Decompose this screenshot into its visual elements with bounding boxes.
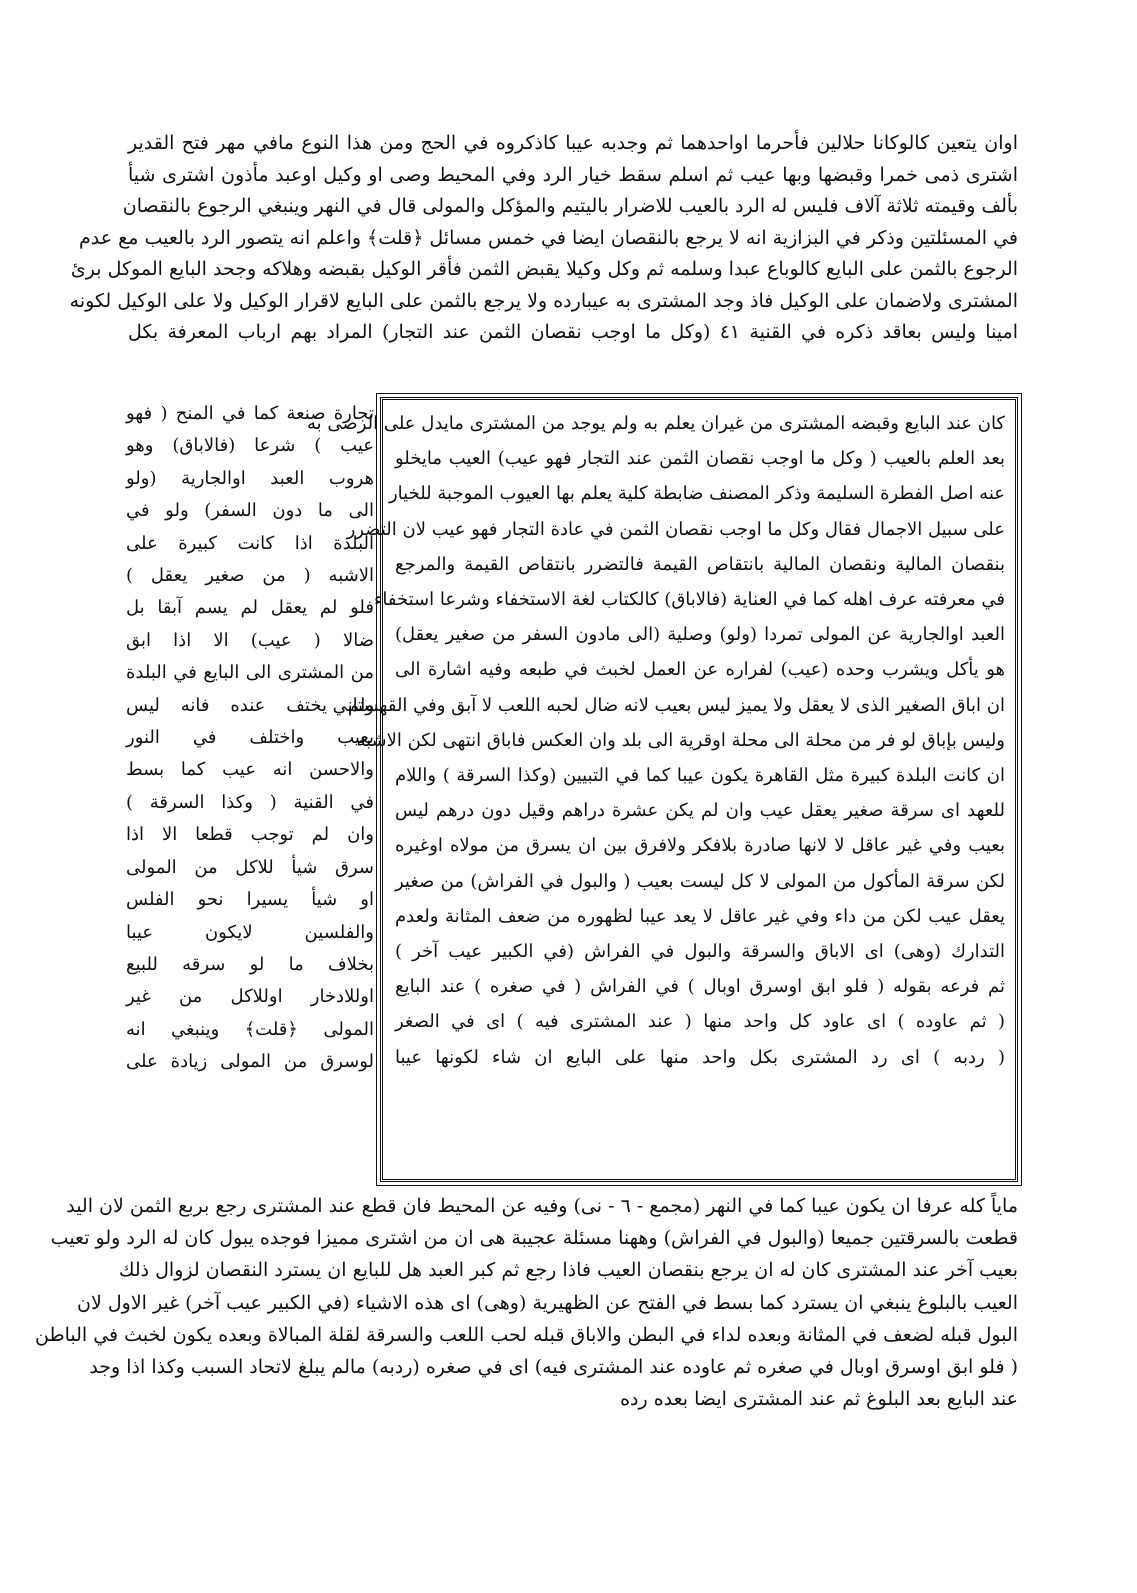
text-line: عيب ) شرعا (فالاباق) وهو [126, 435, 374, 457]
text-line: بعيب واختلف في النور [126, 727, 374, 749]
text-line: تجارة صنعة كما في المنح ( فهو [126, 403, 374, 424]
main-text-top [69, 128, 1018, 349]
text-line: ( ردبه ) اى رد المشترى بكل واحد منها على البايع ان شاء لكونها عيبا [395, 1046, 1005, 1068]
text-line: بنقصان المالية ونقصان المالية بانتقاص القيمة فالتضرر بانتقاص القيمة والمرجع [395, 553, 1005, 575]
text-line: سرق شيأ للاكل من المولى [126, 856, 374, 878]
text-line: البلدة اذا كانت كبيرة على [126, 532, 374, 554]
text-line: المشترى ولاضمان على الوكيل فاذ وجد المشترى به عيبارده ولا يرجع بالثمن على البايع لاقرار الوكيل ولا على الوكيل لكونه [69, 289, 1018, 312]
text-line: العيب بالبلوغ ينبغي ان يسترد كما بسط في الفتح عن الظهيرية (وهى) اى هذه الاشياء (في الكبير عيب آخر) غير الاول لان [77, 1291, 1018, 1314]
text-line: في القنية ( وكذا السرقة ) [126, 791, 374, 813]
text-line: للعهد اى سرقة صغير يعقل عيب وان لم يكن عشرة دراهم وقيل دون درهم ليس [395, 800, 1005, 822]
text-line: ثم فرعه بقوله ( فلو ابق اوسرق اوبال ) في الفراش ( في صغره ) عند البايع [395, 976, 1005, 998]
text-line: ( فلو ابق اوسرق اوبال في صغره ثم عاوده عند المشترى فيه) اى في صغره (ردبه) مالم يبلغ لاتحاد السبب وكذا اذا وجد [89, 1356, 1018, 1379]
text-line: على سبيل الاجمال فقال وكل ما اوجب نقصان الثمن في عادة التجار فهو عيب لان التضرر [346, 518, 1005, 540]
text-line: والفلسين لايكون عيبا [126, 921, 374, 943]
text-line: وان لم توجب قطعا الا اذا [126, 824, 374, 846]
text-line: او شيأ يسيرا نحو الفلس [126, 889, 374, 911]
text-line: كان عند البايع وقبضه المشترى من غيران يعلم به ولم يوجد من المشترى مايدل على الرضى به [307, 413, 1005, 434]
text-line: في المسئلتين وذكر في البزازية انه لا يرجع بالنقصان ايضا في خمس مسائل ﴿قلت﴾ واعلم انه يتصور الرد بالعيب مع عدم [79, 226, 1018, 249]
main-text-bottom [35, 1190, 1018, 1415]
side-column [126, 398, 374, 1079]
text-line: الاشبه ( من صغير يعقل ) [126, 565, 374, 587]
text-line: بعيب آخر عند المشترى كان له ان يرجع بنقصان العيب فاذا رجع ثم كبر العبد هل للبايع ان يسترد النقصان لزوال ذلك [118, 1259, 1018, 1282]
text-line: بألف وقيمته ثلاثة آلاف فليس له الرد بالعيب للاضرار باليتيم والمؤكل والمولى قال في النهر وينبغي الرجوع بالنقصان [122, 195, 1018, 217]
text-line: الى ما دون السفر) ولو في [126, 500, 374, 522]
text-line: وليس بإباق لو فر من محلة الى محلة اوقرية الى بلد وان العكس فاباق انتهى لكن الاشبه [356, 729, 1005, 751]
text-line: اشترى ذمى خمرا وقبضها وبها عيب ثم اسلم سقط خيار الرد وفي المحيط وصى او وكيل اوعبد مأذون اشترى شيأ [128, 163, 1018, 186]
text-line: ولم يختف عنده فانه ليس [126, 694, 374, 716]
text-line: ماياً كله عرفا ان يكون عيبا كما في النهر (مجمع - ٦ - نى) وفيه عن المحيط فان قطع عند المشترى رجع بربع الثمن لان اليد [66, 1195, 1018, 1217]
text-line: في معرفته عرف اهله كما في العناية (فالاباق) كالكتاب لغة الاستخفاء وشرعا استخفاء [373, 589, 1005, 611]
text-line: من المشترى الى البايع في البلدة [126, 662, 374, 684]
text-line: هروب العبد اوالجارية (ولو [126, 467, 374, 489]
text-line: ان كانت البلدة كبيرة مثل القاهرة يكون عيبا كما في التبيين (وكذا السرقة ) واللام [395, 765, 1005, 787]
text-line: يعقل عيب لكن من داء وفي غير عاقل لا يعد عيبا لظهوره من ضعف المثانة ولعدم [395, 905, 1005, 927]
text-line: لوسرق من المولى زيادة على [126, 1051, 374, 1073]
text-line: التدارك (وهى) اى الاباق والسرقة والبول في الفراش (في الكبير عيب آخر ) [395, 941, 1005, 963]
text-line: الرجوع بالثمن على البايع كالوباع عبدا وسلمه ثم وكل وكيلا يقبض الثمن فأقر الوكيل بقبضه وهلاكه وجحد البايع الموكل برئ [70, 258, 1018, 280]
text-line: بعد العلم بالعيب ( وكل ما اوجب نقصان الثمن عند التجار فهو عيب) العيب مايخلو [395, 448, 1005, 470]
boxed-commentary [307, 397, 1018, 1182]
text-line: اوان يتعين كالوكانا حلالين فأحرما اواحدهما ثم وجدبه عيبا كاذكروه في الحج ومن هذا النوع مافي مهر فتح القدير [128, 132, 1018, 154]
text-line: لكن سرقة المأكول من المولى لا كل ليست بعيب ( والبول في الفراش) من صغير [395, 870, 1005, 892]
text-line: عنه اصل الفطرة السليمة وذكر المصنف ضابطة كلية يعلم بها العيوب الموجبة للخيار [388, 483, 1005, 505]
text-line: بخلاف ما لو سرقه للبيع [126, 953, 374, 975]
text-line: امينا وليس بعاقد ذكره في القنية ٤١ (وكل ما اوجب نقصان الثمن عند التجار) المراد بهم ارباب المعرفة بكل [128, 321, 1018, 343]
text-line: اوللادخار اوللاكل من غير [126, 986, 374, 1008]
text-line: والاحسن انه عيب كما بسط [126, 759, 374, 781]
text-line: هو يأكل ويشرب وحده (عيب) لفراره عن العمل لخبث في طبعه وفيه اشارة الى [395, 659, 1005, 681]
text-line: عند البايع بعد البلوغ ثم عند المشترى ايضا بعده رده [620, 1388, 1018, 1411]
text-line: المولى ﴿قلت﴾ وينبغي انه [126, 1018, 374, 1040]
text-line: ان اباق الصغير الذى لا يعقل ولا يميز ليس بعيب لانه ضال لحبه اللعب لا آبق وفي القهستاني [332, 694, 1005, 716]
text-line: فلو لم يعقل لم يسم آبقا بل [126, 597, 374, 619]
text-line: قطعت بالسرقتين جميعا (والبول في الفراش) وههنا مسئلة عجيبة هى ان من اشترى مميزا فوجده يبول كان له الرد ولو تعيب [50, 1227, 1018, 1250]
text-line: البول قبله لضعف في المثانة وبعده لداء في البطن والاباق قبله لحب اللعب والسرقة لقلة المبالاة وبعده يكون لخبث في الباطن [35, 1323, 1018, 1346]
text-line: بعيب وفي غير عاقل لا لانها صادرة بلافكر ولافرق بين ان يسرق من مولاه اوغيره [395, 835, 1005, 857]
text-line: ضالا ( عيب) الا اذا ابق [126, 629, 374, 651]
text-line: العبد اوالجارية عن المولى تمردا (ولو) وصلية (الى مادون السفر من صغير يعقل) [395, 624, 1005, 646]
text-line: ( ثم عاوده ) اى عاود كل واحد منها ( عند المشترى فيه ) اى في الصغر [395, 1011, 1005, 1033]
